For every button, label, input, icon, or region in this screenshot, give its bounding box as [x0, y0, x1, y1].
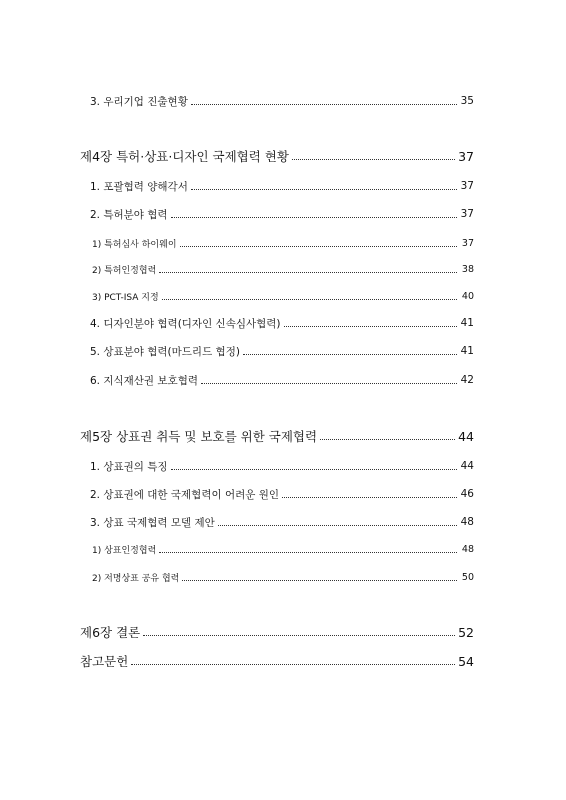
- toc-page-number: 44: [460, 460, 474, 472]
- toc-leader-dots: [131, 663, 455, 665]
- toc-entry-title: 1) 특허심사 하이웨이: [92, 239, 177, 250]
- toc-entry[interactable]: [0, 340, 566, 362]
- toc-entry-title: 2. 특허분야 협력: [90, 208, 168, 221]
- toc-entry[interactable]: [0, 425, 566, 447]
- toc-entry[interactable]: [0, 258, 566, 280]
- toc-entry-title: 제6장 결론: [80, 625, 141, 640]
- toc-entry-title: 2) 저명상표 공유 협력: [92, 573, 180, 584]
- toc-entry-title: 제5장 상표권 취득 및 보호를 위한 국제협력: [80, 429, 318, 444]
- toc-entry-title: 2) 특허인정협력: [92, 265, 157, 276]
- toc-page-number: 44: [458, 428, 474, 444]
- toc-leader-dots: [191, 188, 457, 190]
- toc-entry[interactable]: [0, 369, 566, 391]
- toc-leader-dots: [171, 468, 457, 470]
- toc-entry[interactable]: [0, 483, 566, 505]
- toc-entry[interactable]: [0, 455, 566, 477]
- toc-page-number: 40: [461, 290, 474, 302]
- toc-page-number: 37: [460, 180, 474, 192]
- toc-leader-dots: [159, 271, 457, 273]
- toc-entry[interactable]: [0, 566, 566, 588]
- toc-page-number: 37: [460, 208, 474, 220]
- toc-entry[interactable]: [0, 232, 566, 254]
- toc-leader-dots: [180, 245, 457, 247]
- toc-entry[interactable]: [0, 538, 566, 560]
- toc-page-number: 52: [458, 624, 474, 640]
- toc-leader-dots: [159, 551, 457, 553]
- toc-leader-dots: [162, 298, 457, 300]
- toc-entry-title: 1) 상표인정협력: [92, 545, 157, 556]
- toc-entry-title: 2. 상표권에 대한 국제협력이 어려운 원인: [90, 488, 279, 501]
- toc-page-number: 41: [460, 317, 474, 329]
- toc-entry[interactable]: [0, 203, 566, 225]
- toc-page-number: 37: [461, 237, 474, 249]
- toc-page-number: 37: [458, 148, 474, 164]
- toc-page-number: 48: [461, 543, 474, 555]
- toc-page-number: 42: [460, 374, 474, 386]
- toc-entry-title: 제4장 특허·상표·디자인 국제협력 현황: [80, 149, 289, 164]
- toc-entry-title: 3) PCT-ISA 지정: [92, 292, 159, 303]
- toc-entry-title: 3. 우리기업 진출현황: [90, 95, 188, 108]
- toc-entry-title: 6. 지식재산권 보호협력: [90, 374, 198, 387]
- toc-page-number: 50: [461, 571, 474, 583]
- toc-entry[interactable]: [0, 511, 566, 533]
- toc-page-number: 54: [458, 653, 474, 669]
- toc-entry[interactable]: [0, 90, 566, 112]
- toc-leader-dots: [201, 382, 457, 384]
- toc-leader-dots: [171, 216, 457, 218]
- toc-entry[interactable]: [0, 175, 566, 197]
- toc-leader-dots: [243, 353, 457, 355]
- toc-leader-dots: [218, 524, 457, 526]
- toc-page-number: 46: [460, 488, 474, 500]
- toc-page-number: 41: [460, 345, 474, 357]
- toc-entry[interactable]: [0, 650, 566, 672]
- toc-entry-title: 참고문헌: [80, 654, 129, 669]
- toc-page-number: 48: [460, 516, 474, 528]
- toc-leader-dots: [182, 579, 457, 581]
- toc-leader-dots: [282, 496, 457, 498]
- toc-entry-title: 5. 상표분야 협력(마드리드 협정): [90, 345, 240, 358]
- toc-entry-title: 1. 포괄협력 양해각서: [90, 180, 188, 193]
- toc-entry[interactable]: [0, 285, 566, 307]
- toc-leader-dots: [320, 438, 455, 440]
- toc-entry-title: 3. 상표 국제협력 모델 제안: [90, 516, 215, 529]
- toc-page-number: 35: [460, 95, 474, 107]
- toc-entry[interactable]: [0, 312, 566, 334]
- toc-leader-dots: [292, 158, 455, 160]
- toc-leader-dots: [143, 634, 455, 636]
- toc-entry[interactable]: [0, 621, 566, 643]
- toc-leader-dots: [284, 325, 457, 327]
- toc-entry-title: 4. 디자인분야 협력(디자인 신속심사협력): [90, 317, 281, 330]
- toc-leader-dots: [191, 103, 457, 105]
- toc-entry-title: 1. 상표권의 특징: [90, 460, 168, 473]
- toc-entry[interactable]: [0, 145, 566, 167]
- toc-page-number: 38: [461, 263, 474, 275]
